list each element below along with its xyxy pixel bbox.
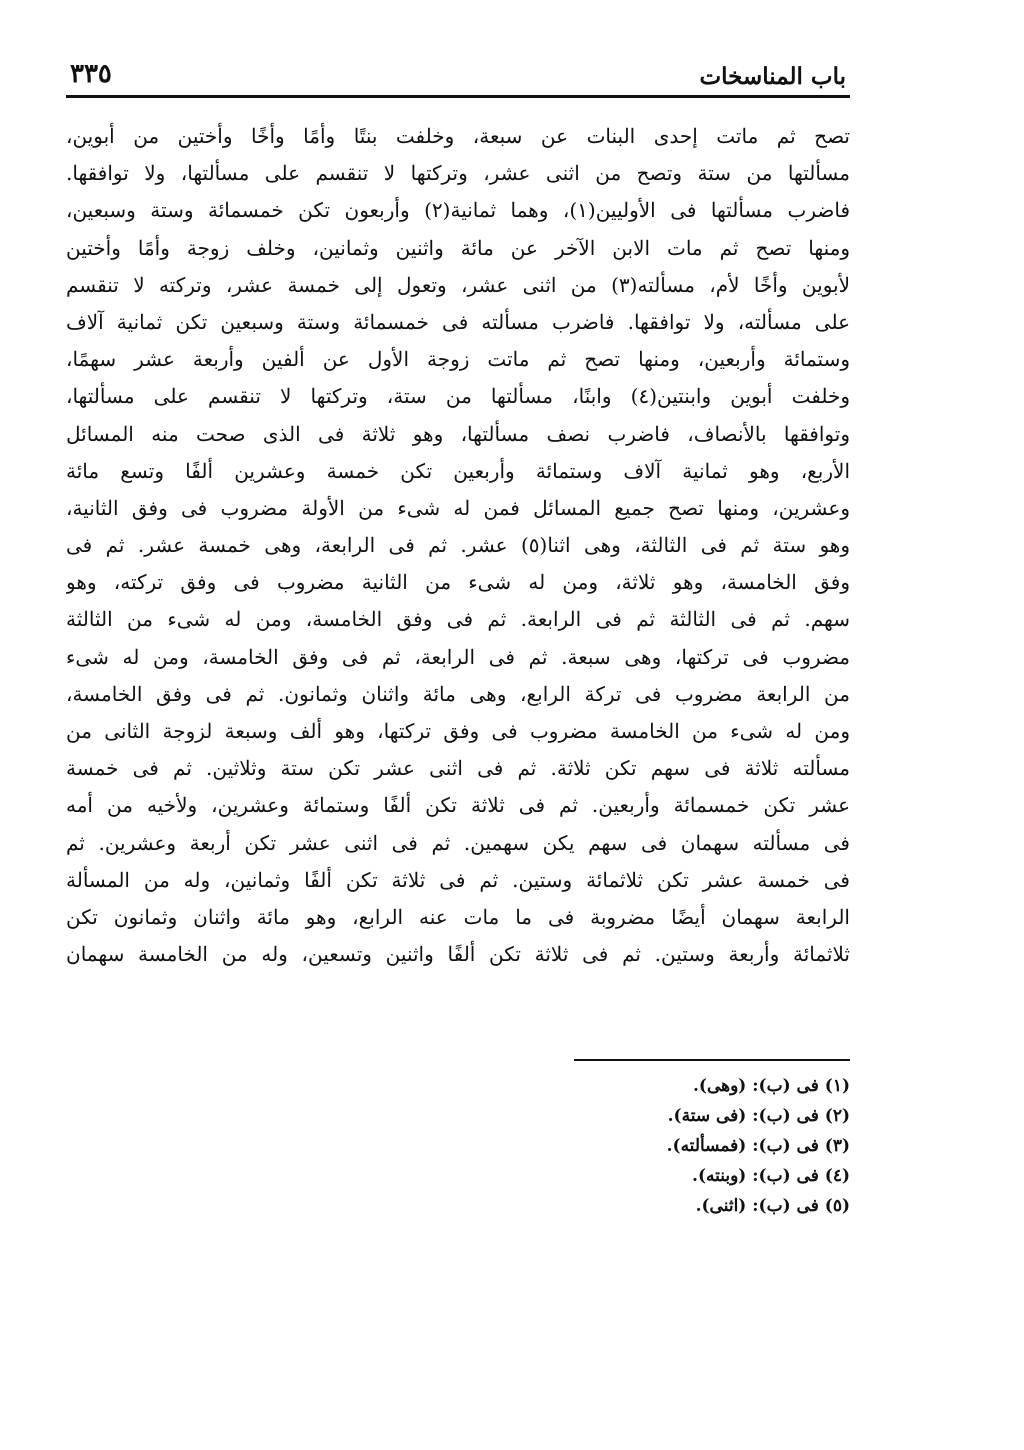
page-number: ٣٣٥ — [70, 59, 112, 89]
footnote-divider — [574, 1059, 850, 1061]
text-line: الرابعة سهمان أيضًا مضروبة فى ما مات عنه الرابع، وهو مائة واثنان وثمانون تكن — [66, 904, 850, 929]
text-line: وخلفت أبوين وابنتين(٤) وابنًا، مسألتها من ستة، وتركتها لا تنقسم على مسألتها، — [66, 384, 850, 409]
text-line: فى خمسة عشر تكن ثلاثمائة وستين. ثم فى ثلاثة تكن ألفًا وثمانين، وله من المسألة — [66, 867, 850, 892]
text-line: ثلاثمائة وأربعة وستين. ثم فى ثلاثة تكن ألفًا واثنين وتسعين، وله من الخامسة سهمان — [66, 942, 850, 967]
text-line: فى مسألته سهمان فى سهم يكن سهمين. ثم فى اثنى عشر تكن أربعة وعشرين. ثم — [66, 830, 850, 855]
footnote: (٥) فى (ب): (اثنى). — [695, 1196, 850, 1217]
text-line: ومن له شىء من الخامسة مضروب فى وفق تركتها، وهو ألف وسبعة لزوجة الثانى من — [66, 719, 850, 743]
footnotes — [66, 1071, 850, 1221]
text-line: مضروب فى تركتها، وهى سبعة. ثم فى الرابعة، ثم فى وفق الخامسة، ومن له شىء — [66, 644, 850, 669]
text-line: على مسألته، ولا توافقها. فاضرب مسألته فى خمسمائة وستة وسبعين تكن ثمانية آلاف — [66, 309, 850, 334]
text-line: مسألته ثلاثة فى سهم تكن ثلاثة. ثم فى اثنى عشر تكن ستة وثلاثين. ثم فى خمسة — [66, 756, 850, 781]
main-text — [66, 118, 850, 973]
text-line: ومنها تصح ثم مات الابن الآخر عن مائة واثنين وثمانين، وخلف زوجة وأمًا وأختين — [66, 235, 850, 260]
text-line: وعشرين، ومنها تصح جميع المسائل فمن له شىء من الأولة مضروب فى وفق الثانية، — [66, 495, 850, 520]
chapter-title: باب المناسخات — [699, 63, 846, 90]
text-line: تصح ثم ماتت إحدى البنات عن سبعة، وخلفت بنتًا وأمًا وأخًا وأختين من أبوين، — [66, 124, 850, 148]
book-page — [66, 55, 850, 1415]
text-line: من الرابعة مضروب فى تركة الرابع، وهى مائة واثنان وثمانون. ثم فى وفق الخامسة، — [66, 681, 850, 706]
page-header — [66, 55, 850, 98]
text-line: فاضرب مسألتها فى الأوليين(١)، وهما ثمانية(٢) وأربعون تكن خمسمائة وستة وسبعين، — [66, 198, 850, 223]
text-line: عشر تكن خمسمائة وأربعين. ثم فى ثلاثة تكن ألفًا وستمائة وعشرين، ولأخيه من أمه — [66, 793, 850, 818]
text-line: لأبوين وأخًا لأم، مسألته(٣) من اثنى عشر، وتعول إلى خمسة عشر، وتركته لا تنقسم — [66, 272, 850, 297]
text-line: وستمائة وأربعين، ومنها تصح ثم ماتت زوجة الأول عن ألفين وأربعة عشر سهمًا، — [66, 347, 850, 372]
footnote: (٢) فى (ب): (فى ستة). — [667, 1106, 850, 1127]
footnote: (١) فى (ب): (وهى). — [693, 1076, 850, 1097]
footnote: (٤) فى (ب): (وبنته). — [692, 1166, 850, 1187]
text-line: سهم. ثم فى الثالثة ثم فى الرابعة. ثم فى وفق الخامسة، ومن له شىء من الثالثة — [66, 607, 850, 632]
footnote: (٣) فى (ب): (فمسألته). — [666, 1136, 850, 1157]
text-line: وتوافقها بالأنصاف، فاضرب نصف مسألتها، وهو ثلاثة فى الذى صحت منه المسائل — [66, 421, 850, 446]
text-line: الأربع، وهو ثمانية آلاف وستمائة وأربعين تكن خمسة وعشرين ألفًا وتسع مائة — [66, 458, 850, 483]
text-line: مسألتها من ستة وتصح من اثنى عشر، وتركتها لا تنقسم على مسألتها، ولا توافقها. — [66, 161, 850, 186]
text-line: وهو ستة ثم فى الثالثة، وهى اثنا(٥) عشر. ثم فى الرابعة، وهى خمسة عشر. ثم فى — [66, 533, 850, 558]
text-line: وفق الخامسة، وهو ثلاثة، ومن له شىء من الثانية مضروب فى وفق تركته، وهو — [66, 570, 850, 595]
